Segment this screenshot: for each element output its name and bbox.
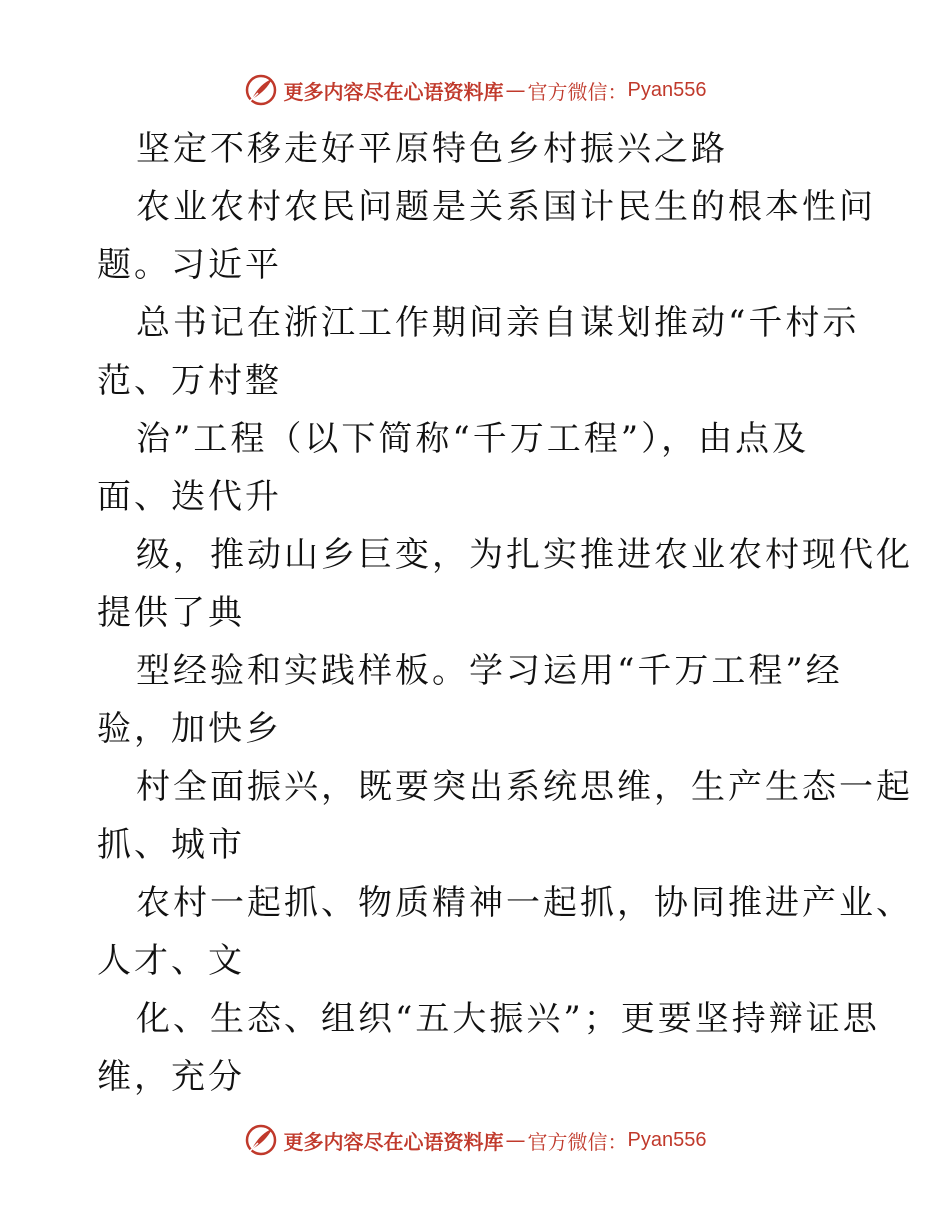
watermark-wechat-label: 官方微信： <box>527 79 628 104</box>
feather-logo-icon <box>244 73 278 107</box>
text-line: 题。习近平 <box>97 245 282 285</box>
text-line: 村全面振兴，既要突出系统思维，生产生态一起 <box>136 767 913 807</box>
text-line: 抓、城市 <box>97 825 245 865</box>
text-line: 化、生态、组织“五大振兴”；更要坚持辩证思 <box>136 999 880 1039</box>
document-title: 坚定不移走好平原特色乡村振兴之路 <box>136 129 728 169</box>
text-line: 范、万村整 <box>97 361 282 401</box>
text-line: 验，加快乡 <box>97 709 282 749</box>
watermark-wechat-label: 官方微信： <box>527 1129 628 1154</box>
text-line: 提供了典 <box>97 593 245 633</box>
text-line: 级，推动山乡巨变，为扎实推进农业农村现代化 <box>136 535 913 575</box>
text-line: 人才、文 <box>97 941 245 981</box>
watermark-wechat-id: Pyan556 <box>627 78 707 101</box>
feather-logo-icon <box>244 1123 278 1157</box>
watermark-banner-top <box>0 70 950 110</box>
watermark-banner-bottom <box>0 1120 950 1160</box>
text-line: 治”工程（以下简称“千万工程”），由点及 <box>136 419 810 459</box>
watermark-text: 更多内容尽在心语资料库 <box>283 1129 504 1154</box>
text-line: 总书记在浙江工作期间亲自谋划推动“千村示 <box>136 303 860 343</box>
text-line: 农业农村农民问题是关系国计民生的根本性问 <box>136 187 876 227</box>
watermark-separator: — <box>505 78 526 102</box>
watermark-separator: — <box>505 1128 526 1152</box>
watermark-text: 更多内容尽在心语资料库 <box>283 79 504 104</box>
text-line: 面、迭代升 <box>97 477 282 517</box>
text-line: 维，充分 <box>97 1057 245 1097</box>
text-line: 农村一起抓、物质精神一起抓，协同推进产业、 <box>136 883 913 923</box>
watermark-wechat-id: Pyan556 <box>627 1128 707 1151</box>
text-line: 型经验和实践样板。学习运用“千万工程”经 <box>136 651 843 691</box>
